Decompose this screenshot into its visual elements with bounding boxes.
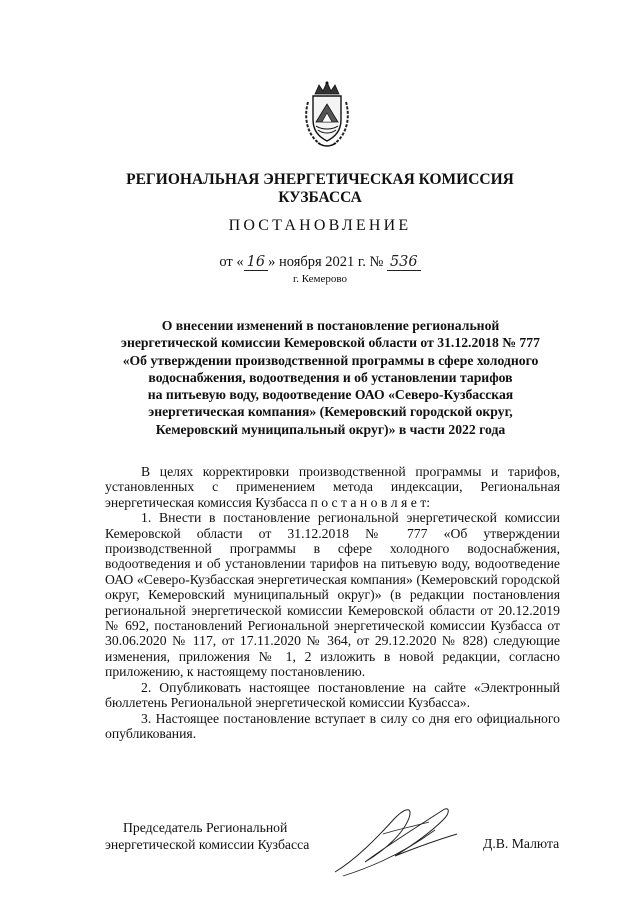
position-line2: энергетической комиссии Кузбасса: [105, 837, 310, 852]
document-subject: [98, 317, 563, 438]
paragraph-item-2: 2. Опубликовать настоящее постановление на сайте «Электронный бюллетень Региональной энергетической комиссии Кузбасса».: [105, 679, 560, 711]
document-body: [105, 464, 560, 741]
date-prefix: от «: [219, 254, 244, 270]
subject-line: «Об утверждении производственной программы в сфере холодного: [122, 352, 539, 368]
document-date-line: [0, 254, 640, 271]
preamble-text: В целях корректировки производственной программы и тарифов, установленных с применением метода индексации, Региональная энергетическая комиссия Кузбасса: [105, 464, 560, 510]
paragraph-preamble: [105, 464, 560, 510]
signatory-name: Д.В. Малюта: [483, 836, 560, 851]
organization-name-line2: КУЗБАССА: [278, 189, 362, 206]
subject-line: водоснабжения, водоотведения и об установлении тарифов: [148, 369, 513, 385]
city: г. Кемерово: [292, 273, 348, 285]
organization-name-line1: РЕГИОНАЛЬНАЯ ЭНЕРГЕТИЧЕСКАЯ КОМИССИЯ: [126, 171, 514, 188]
date-day-handwritten: 16: [244, 255, 268, 271]
date-month-year: » ноября 2021 г. №: [268, 254, 384, 270]
paragraph-item-1: 1. Внести в постановление региональной энергетической комиссии Кемеровской области от 31.12.2018 № 777 «Об утверждении производственной программы в сфере холодного водоснабжения, водоотведения и об установлении тарифов на питьевую воду, водоотведение ОАО «Северо-Кузбасская энергетическая компания» (Кемеровский городской округ, Кемеровский муниципальный округ)» (в редакции постановления региональной энергетической комиссии Кемеровской области от 20.12.2019 № 692, постановлений Региональной энергетической комиссии Кузбасса от 30.06.2020 № 117, от 17.11.2020 № 364, от 29.12.2020 № 828) следующие изменения, приложения № 1, 2 изложить в новой редакции, согласно приложению, к настоящему постановлению.: [105, 510, 560, 680]
handwritten-signature: [325, 800, 475, 880]
position-line1: Председатель Региональной: [123, 820, 288, 835]
subject-line: энергетическая компания» (Кемеровский городской округ,: [148, 404, 513, 420]
document-number-handwritten: 536: [387, 255, 421, 271]
subject-line: Кемеровский муниципальный округ)» в части 2022 года: [155, 421, 506, 437]
signatory-position: [105, 819, 309, 853]
kuzbass-coat-of-arms-icon: [302, 80, 352, 150]
subject-line: на питьевую воду, водоотведение ОАО «Северо-Кузбасская: [147, 387, 514, 403]
document-type: ПОСТАНОВЛЕНИЕ: [228, 217, 412, 234]
subject-line: О внесении изменений в постановление региональной: [161, 318, 500, 333]
decree-word: п о с т а н о в л я е т:: [310, 494, 431, 510]
subject-line: энергетической комиссии Кемеровской области от 31.12.2018 № 777: [121, 335, 540, 351]
paragraph-item-3: 3. Настоящее постановление вступает в силу со дня его официального опубликования.: [105, 710, 560, 741]
